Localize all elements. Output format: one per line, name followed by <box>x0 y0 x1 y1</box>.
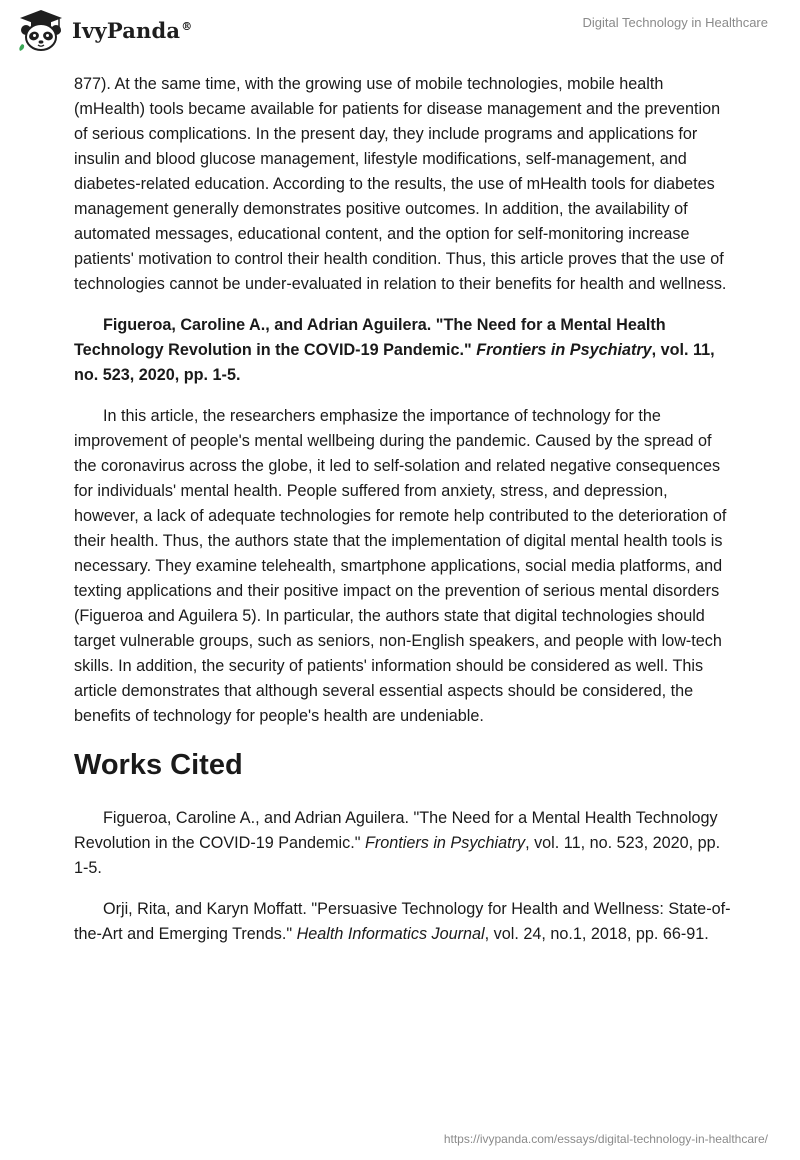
ivypanda-logo[interactable] <box>16 8 192 52</box>
body-paragraph: 877). At the same time, with the growing use of mobile technologies, mobile health (mHealth) tools became available for patients for disease management and the prevention of serious complications. In the present day, they include programs and applications for insulin and blood glucose management, lifestyle modifications, self-management, and diabetes-related education. According to the results, the use of mHealth tools for diabetes management generally demonstrates positive outcomes. In addition, the availability of automated messages, educational content, and the option for self-monitoring increase patients' motivation to control their health condition. Thus, this article proves that the use of technologies cannot be under-evaluated in relation to their benefits for health and wellness. <box>74 75 727 293</box>
citation-item <box>74 806 734 881</box>
citation-journal: Frontiers in Psychiatry <box>364 834 526 852</box>
citation-authors-title: Figueroa, Caroline A., and Adrian Aguilera. "The Need for a Mental Health Technology Revolution in the COVID-19 Pandemic." <box>74 809 718 852</box>
works-cited-heading: Works Cited <box>74 749 243 781</box>
source-url-link[interactable]: https://ivypanda.com/essays/digital-technology-in-healthcare/ <box>443 1132 768 1146</box>
logo-wordmark: IvyPanda® <box>72 17 193 43</box>
entry-journal: Frontiers in Psychiatry <box>476 341 652 359</box>
citation-details: , vol. 24, no.1, 2018, pp. 66-91. <box>484 925 709 943</box>
body-paragraph: In this article, the researchers emphasize the importance of technology for the improvement of people's mental wellbeing during the pandemic. Caused by the spread of the coronavirus across the globe, it led to self-solation and related negative consequences for individuals' mental health. People suffered from anxiety, stress, and depression, however, a lack of adequate technologies for remote help contributed to the deterioration of their health. Thus, the authors state that the implementation of digital mental health tools is necessary. They examine telehealth, smartphone applications, social media platforms, and texting applications and their positive impact on the prevention of serious mental disorders (Figueroa and Aguilera 5). In particular, the authors state that digital technologies should target vulnerable groups, such as seniors, non-English speakers, and people with low-tech skills. In addition, the security of patients' information should be considered as well. This article demonstrates that although several essential aspects should be considered, the benefits of technology for people's health are undeniable. <box>74 407 727 725</box>
essay-content <box>74 72 734 963</box>
panda-graduate-icon <box>16 8 66 52</box>
document-title: Digital Technology in Healthcare <box>582 15 768 30</box>
citation-journal: Health Informatics Journal <box>296 925 485 943</box>
entry-details: , vol. 11, no. 523, 2020, pp. 1-5. <box>74 341 715 384</box>
citation-authors-title: Orji, Rita, and Karyn Moffatt. "Persuasive Technology for Health and Wellness: State-of-the-Art and Emerging Trends." <box>74 900 731 943</box>
page-header <box>0 0 800 68</box>
entry-authors-title: Figueroa, Caroline A., and Adrian Aguilera. "The Need for a Mental Health Technology Revolution in the COVID-19 Pandemic." <box>74 316 666 359</box>
citation-details: , vol. 11, no. 523, 2020, pp. 1-5. <box>74 834 721 877</box>
annotated-bibliography-entry <box>74 313 734 388</box>
citation-item <box>74 897 734 947</box>
